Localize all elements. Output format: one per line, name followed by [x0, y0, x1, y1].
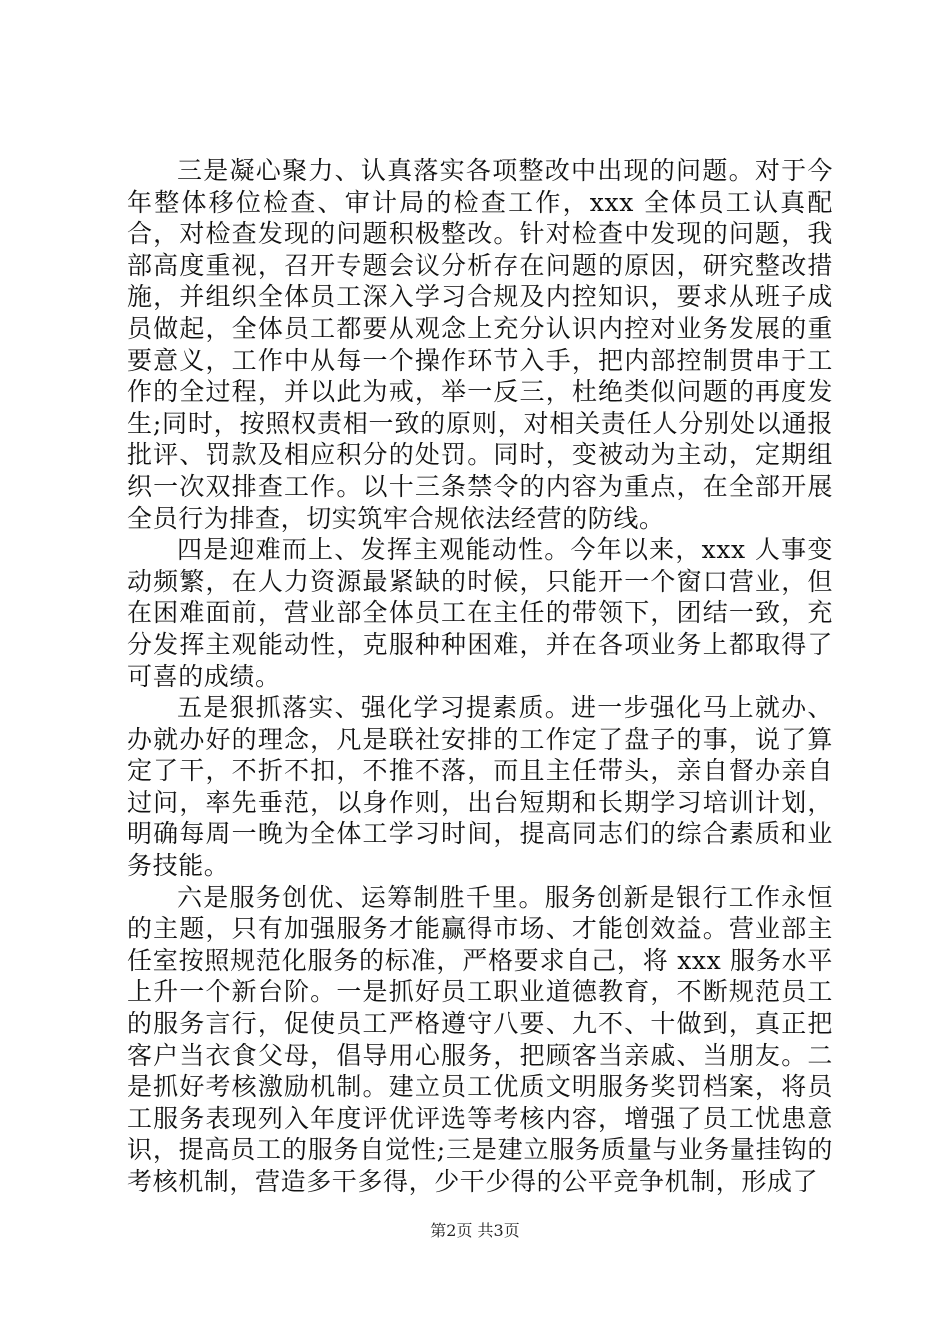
document-body — [127, 155, 833, 1198]
page-number-footer: 第2页 共3页 — [430, 1221, 520, 1240]
paragraph-service-innovation: 六是服务创优、运筹制胜千里。服务创新是银行工作永恒的主题，只有加强服务才能赢得市场、才能创效益。营业部主任室按照规范化服务的标准，严格要求自己，将 xxx 服务水平上升一个新台阶。一是抓好员工职业道德教育，不断规范员工的服务言行，促使员工严格遵守八要、九不、十做到，真正把客户当衣食父母，倡导用心服务，把顾客当亲戚、当朋友。二是抓好考核激励机制。建立员工优质文明服务奖罚档案，将员工服务表现列入年度评优评选等考核内容，增强了员工忧患意识，提高员工的服务自觉性;三是建立服务质量与业务量挂钩的考核机制，营造多干多得，少干少得的公平竞争机制，形成了 — [127, 882, 833, 1196]
paragraph-overcome-difficulties: 四是迎难而上、发挥主观能动性。今年以来，xxx 人事变动频繁，在人力资源最紧缺的时候，只能开一个窗口营业，但在困难面前，营业部全体员工在主任的带领下，团结一致，充分发挥主观能动性，克服种种困难，并在各项业务上都取得了可喜的成绩。 — [127, 535, 833, 691]
paragraph-implementation-learning: 五是狠抓落实、强化学习提素质。进一步强化马上就办、办就办好的理念，凡是联社安排的工作定了盘子的事，说了算定了干，不折不扣，不推不落，而且主任带头，亲自督办亲自过问，率先垂范，以身作则，出台短期和长期学习培训计划，明确每周一晚为全体工学习时间，提高同志们的综合素质和业务技能。 — [127, 693, 833, 881]
paragraph-rectification: 三是凝心聚力、认真落实各项整改中出现的问题。对于今年整体移位检查、审计局的检查工作，xxx 全体员工认真配合，对检查发现的问题积极整改。针对检查中发现的问题，我部高度重视，召开专题会议分析存在问题的原因，研究整改措施，并组织全体员工深入学习合规及内控知识，要求从班子成员做起，全体员工都要从观念上充分认识内控对业务发展的重要意义，工作中从每一个操作环节入手，把内部控制贯串于工作的全过程，并以此为戒，举一反三，杜绝类似问题的再度发生;同时，按照权责相一致的原则，对相关责任人分别处以通报批评、罚款及相应积分的处罚。同时，变被动为主动，定期组织一次双排查工作。以十三条禁令的内容为重点，在全部开展全员行为排查，切实筑牢合规依法经营的防线。 — [127, 156, 833, 533]
